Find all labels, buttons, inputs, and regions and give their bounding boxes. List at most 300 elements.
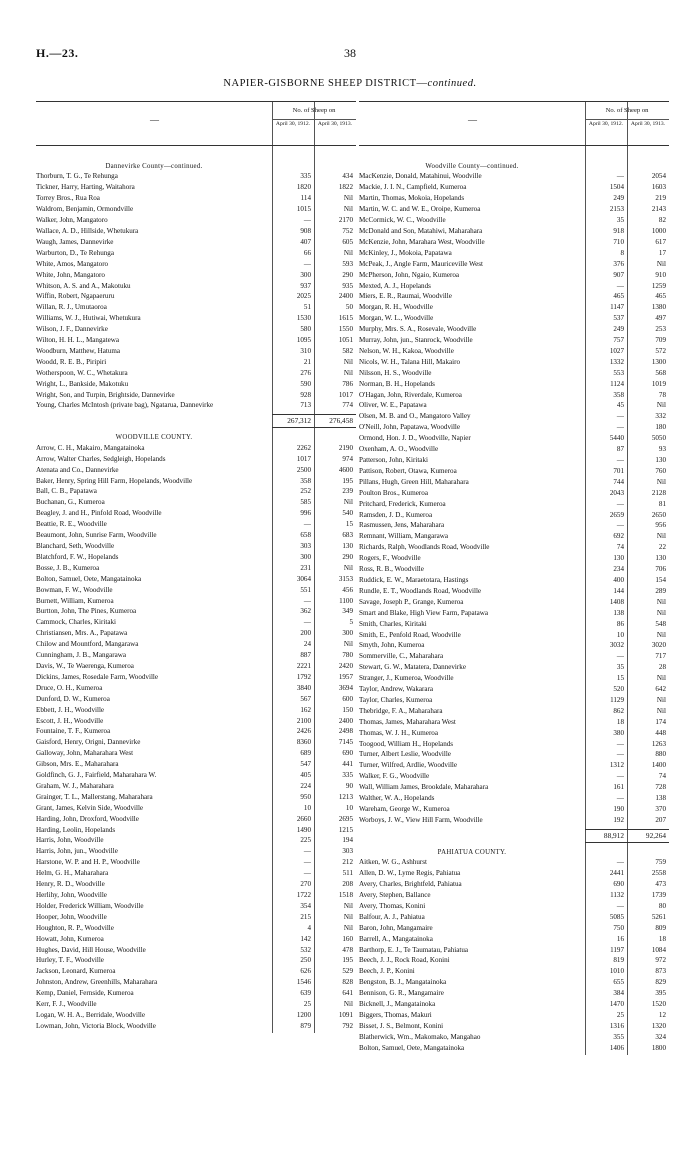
- sheep-1912: 380: [613, 728, 624, 737]
- sheep-1913: 289: [655, 586, 666, 595]
- sheep-1912: —: [303, 596, 311, 605]
- sheep-1912: 2221: [296, 661, 311, 670]
- sheep-1913: 2128: [651, 488, 666, 497]
- table-row: [359, 205, 669, 216]
- sheep-1912: 1095: [296, 336, 311, 345]
- owner-name: Morgan, W. L., Woodville: [359, 314, 434, 323]
- table-row: [359, 314, 669, 325]
- sheep-1912: —: [616, 412, 624, 421]
- sheep-1913: 130: [342, 542, 353, 550]
- table-row: [36, 967, 356, 978]
- sheep-1913: 130: [655, 554, 666, 563]
- sheep-1913: 138: [655, 794, 666, 803]
- sheep-1912: 1197: [610, 945, 624, 954]
- owner-name: Turner, Albert Leslie, Woodville: [359, 750, 451, 759]
- sheep-1912: 66: [303, 248, 311, 257]
- owner-name: Young, Charles McIntosh (private bag), Ngatarua, Dannevirke: [36, 401, 214, 410]
- sheep-1912: 1015: [296, 205, 311, 214]
- sheep-1913: 1400: [651, 761, 666, 770]
- sheep-1912: 819: [613, 956, 624, 965]
- owner-name: Blatchford, F. W., Hopelands: [36, 552, 119, 561]
- sheep-1913: Nil: [656, 630, 666, 639]
- sheep-1913: 709: [655, 336, 666, 345]
- table-row: [359, 543, 669, 554]
- owner-name: Chilow and Mountford, Mangarawa: [36, 640, 139, 649]
- sheep-1913: 2400: [338, 716, 353, 725]
- sheep-1912: 996: [300, 509, 311, 518]
- owner-name: Avery, Thomas, Konini: [359, 901, 426, 910]
- sheep-1913: 1800: [651, 1043, 666, 1052]
- sheep-1913: Nil: [656, 706, 666, 715]
- owner-name: Martin, W. C. and W. E., Oroipe, Kumeroa: [359, 205, 481, 214]
- sheep-1913: 605: [342, 237, 353, 246]
- owner-name: Rogers, F., Woodville: [359, 554, 421, 563]
- table-row: [36, 1011, 356, 1022]
- sheep-1913: 2054: [651, 172, 666, 181]
- owner-name: Allen, D. W., Lyme Regis, Pahiatua: [359, 869, 461, 878]
- owner-name: Walther, W. A., Hopelands: [359, 794, 435, 803]
- document-reference: H.—23.: [36, 46, 79, 60]
- sheep-1912: 249: [613, 194, 624, 203]
- table-row: [36, 607, 356, 618]
- page-number: 38: [344, 46, 356, 60]
- sheep-1913: 335: [342, 771, 353, 780]
- sheep-1913: 1100: [339, 596, 353, 605]
- owner-name: Wright, L., Bankside, Makotuku: [36, 379, 129, 388]
- sheep-1913: 332: [655, 412, 666, 421]
- sheep-1913: 10: [345, 803, 353, 812]
- sheep-1912: 252: [300, 487, 311, 496]
- sheep-1913: 456: [342, 585, 353, 594]
- right-table-body: [359, 146, 669, 1055]
- owner-name: Helm, G. H., Maharahara: [36, 869, 109, 878]
- table-row: [36, 902, 356, 913]
- sheep-1913: Nil: [343, 498, 353, 507]
- sheep-1912: —: [616, 901, 624, 910]
- sheep-1912: 2043: [609, 488, 624, 497]
- sheep-1913: 1550: [338, 325, 353, 334]
- owner-name: McPherson, John, Ngaio, Kumeroa: [359, 270, 460, 279]
- sheep-1912: 10: [303, 803, 311, 812]
- owner-name: Ebbett, J. H., Woodville: [36, 705, 105, 714]
- sheep-1912: —: [616, 858, 624, 867]
- sheep-1912: 757: [613, 336, 624, 345]
- owner-name: McCormick, W. C., Woodville: [359, 216, 446, 225]
- owner-name: Barthorp, E. J., Te Taumatau, Pahiatua: [359, 945, 469, 954]
- table-row: [359, 532, 669, 543]
- sheep-1912: 862: [613, 706, 624, 715]
- sheep-1913: 1520: [651, 1000, 666, 1009]
- total-rule: [585, 829, 669, 830]
- sheep-1912: 25: [616, 1010, 624, 1019]
- owner-name: Taylor, Charles, Kumeroa: [359, 695, 433, 704]
- sheep-1912: —: [616, 652, 624, 661]
- table-row: [36, 487, 356, 498]
- owner-name: Wotherspoon, W. C., Whetakura: [36, 368, 128, 377]
- total-rule: [272, 427, 356, 428]
- sheep-1912: 16: [616, 934, 624, 943]
- sheep-1913: Nil: [343, 563, 353, 572]
- owner-name: Poulton Bros., Kumeroa: [359, 488, 428, 497]
- table-row: [36, 205, 356, 216]
- sheep-1913: 760: [655, 466, 666, 475]
- sheep-1913: 972: [655, 956, 666, 965]
- sheep-1913: 130: [655, 456, 666, 465]
- owner-name: Herlihy, John, Woodville: [36, 891, 107, 899]
- sheep-1912: 580: [300, 325, 311, 334]
- table-row: [36, 227, 356, 238]
- left-table: [36, 101, 356, 1033]
- owner-name: Waldrom, Benjamin, Ormondville: [36, 205, 134, 214]
- owner-name: Smith, E., Penfold Road, Woodville: [359, 630, 461, 639]
- sheep-1912: 937: [300, 281, 311, 290]
- sheep-1912: 1027: [609, 346, 624, 355]
- owner-name: White, Amos, Mangatoro: [36, 259, 109, 268]
- table-row: [359, 347, 669, 358]
- sheep-1913: 78: [658, 390, 666, 399]
- owner-name: Walker, John, Mangatoro: [36, 216, 108, 225]
- owner-name: Druce, O. H., Kumeroa: [36, 683, 103, 692]
- table-row: [359, 696, 669, 707]
- owner-name: Toogood, William H., Hopelands: [359, 739, 454, 748]
- owner-name: Baron, John, Mangamaire: [359, 923, 433, 932]
- table-row: [359, 1000, 669, 1011]
- table-row: [359, 401, 669, 412]
- sheep-1913: 582: [342, 346, 353, 355]
- section-total: [359, 829, 669, 843]
- table-row: [359, 303, 669, 314]
- table-row: [359, 869, 669, 880]
- sheep-1912: 655: [613, 978, 624, 987]
- table-row: [359, 271, 669, 282]
- sheep-1912: 553: [613, 368, 624, 377]
- sheep-1913: 792: [342, 1021, 353, 1030]
- owner-name: Pillans, Hugh, Green Hill, Maharahara: [359, 477, 469, 486]
- sheep-1913: 17: [658, 248, 666, 257]
- table-row: [36, 282, 356, 293]
- sheep-1912: —: [303, 520, 311, 529]
- sheep-1913: 478: [342, 945, 353, 954]
- sheep-1913: 809: [655, 923, 666, 932]
- sheep-1913: 3020: [651, 641, 666, 650]
- sheep-1912: —: [616, 521, 624, 530]
- sheep-1912: 2659: [609, 510, 624, 519]
- table-row: [359, 978, 669, 989]
- sheep-1913: 774: [342, 401, 353, 410]
- table-row: [36, 782, 356, 793]
- owner-name: Warburton, D., Te Rehunga: [36, 248, 114, 257]
- sheep-1912: 400: [613, 575, 624, 584]
- table-row: [36, 564, 356, 575]
- table-row: [36, 793, 356, 804]
- sheep-1912: 537: [613, 314, 624, 323]
- sheep-1913: 18: [658, 934, 666, 943]
- table-row: [359, 858, 669, 869]
- table-row: [36, 380, 356, 391]
- owner-name: Mackie, J. I. N., Campfield, Kumeroa: [359, 183, 467, 192]
- table-row: [359, 718, 669, 729]
- sheep-1912: 225: [300, 836, 311, 845]
- sheep-1913: 1320: [651, 1021, 666, 1030]
- column-rule: [627, 102, 628, 145]
- sheep-1912: —: [303, 618, 311, 627]
- table-row: [359, 423, 669, 434]
- owner-name: Savage, Joseph P., Grange, Kumeroa: [359, 597, 464, 606]
- sheep-1913: 1263: [651, 739, 666, 748]
- owner-name: Thorburn, T. G., Te Rehunga: [36, 172, 118, 181]
- table-row: [36, 946, 356, 957]
- sheep-1912: 585: [300, 498, 311, 507]
- owner-name: Cunningham, J. B., Mangarawa: [36, 651, 127, 660]
- owner-name: Christiansen, Mrs. A., Papatawa: [36, 629, 128, 638]
- sheep-1913: 239: [342, 487, 353, 496]
- sheep-1912: 376: [613, 259, 624, 268]
- sheep-1912: 1132: [610, 891, 624, 899]
- table-row: [359, 674, 669, 685]
- table-row: [36, 684, 356, 695]
- table-row: [359, 1044, 669, 1055]
- sheep-1912: 276: [300, 368, 311, 377]
- sheep-1913: Nil: [343, 901, 353, 910]
- table-row: [359, 685, 669, 696]
- owner-name: Dickins, James, Rosedale Farm, Woodville: [36, 672, 159, 681]
- sheep-1912: 2100: [296, 716, 311, 725]
- sheep-1912: 114: [300, 194, 311, 203]
- sheep-1912: 161: [613, 783, 624, 792]
- sheep-1912: 750: [613, 923, 624, 932]
- owner-name: Biggers, Thomas, Makuri: [359, 1010, 432, 1019]
- sheep-1913: 300: [342, 629, 353, 638]
- sheep-1912: 1490: [296, 825, 311, 834]
- table-row: [359, 227, 669, 238]
- sheep-1912: 200: [300, 629, 311, 638]
- table-row: [359, 292, 669, 303]
- sheep-1912: 1504: [609, 183, 624, 192]
- total-rule: [585, 842, 669, 843]
- sheep-1912: 358: [613, 390, 624, 399]
- sheep-1912: 690: [613, 880, 624, 889]
- table-row: [359, 194, 669, 205]
- sheep-1913: Nil: [656, 477, 666, 486]
- sheep-1913: 2650: [651, 510, 666, 519]
- sheep-1912: 1530: [296, 314, 311, 323]
- table-row: [36, 466, 356, 477]
- sheep-1912: —: [616, 750, 624, 759]
- sheep-1913: 600: [342, 694, 353, 703]
- sheep-1912: 626: [300, 967, 311, 976]
- sheep-1912: 1792: [296, 672, 311, 681]
- table-row: [359, 260, 669, 271]
- sheep-1912: 335: [300, 172, 311, 181]
- sheep-1912: 35: [616, 216, 624, 225]
- owner-name: Pattison, Robert, Otawa, Kumeroa: [359, 466, 457, 475]
- sheep-1913: 593: [342, 259, 353, 268]
- sheep-1913: 497: [655, 314, 666, 323]
- sheep-1913: 290: [342, 552, 353, 561]
- sheep-1912: 2153: [609, 205, 624, 214]
- sheep-1912: 532: [300, 945, 311, 954]
- sheep-1913: 3694: [338, 683, 353, 692]
- owner-name: Patterson, John, Kiritaki: [359, 456, 428, 465]
- table-row: [359, 336, 669, 347]
- owner-name: Arrow, Walter Charles, Sedgleigh, Hopelands: [36, 454, 166, 463]
- sheep-1913: 529: [342, 967, 353, 976]
- table-row: [36, 509, 356, 520]
- table-row: [359, 554, 669, 565]
- table-row: [36, 531, 356, 542]
- owner-name: Thomas, W. J. H., Kumeroa: [359, 728, 439, 737]
- table-row: [359, 652, 669, 663]
- table-row: [359, 489, 669, 500]
- owner-name: Nicols, W. H., Talana Hill, Makairo: [359, 357, 461, 366]
- sheep-1913: 1380: [651, 303, 666, 312]
- sheep-1912: 234: [613, 565, 624, 574]
- sheep-1912: 407: [300, 237, 311, 246]
- owner-name: Bolton, Samuel, Oete, Mangatainoka: [359, 1043, 465, 1052]
- owner-name: Bisset, J. S., Belmont, Konini: [359, 1021, 444, 1030]
- sheep-1912: —: [303, 869, 311, 878]
- sheep-1913: Nil: [656, 695, 666, 704]
- right-table-header: [359, 101, 669, 146]
- owner-name: Beech, J. P., Konini: [359, 967, 415, 976]
- sheep-1913: 74: [658, 772, 666, 781]
- owner-name: Smith, Charles, Kiritaki: [359, 619, 427, 628]
- sheep-1913: 290: [342, 270, 353, 279]
- owner-name: Wilton, H. H. L., Mangatewa: [36, 336, 120, 345]
- table-row: [36, 455, 356, 466]
- sheep-1912: 355: [613, 1032, 624, 1041]
- table-row: [36, 858, 356, 869]
- sheep-1912: 74: [616, 543, 624, 552]
- owner-name: Graham, W. J., Maharahara: [36, 781, 114, 790]
- total-1913: 276,458: [329, 416, 353, 426]
- owner-name: Aitken, W. G., Ashhurst: [359, 858, 427, 867]
- sheep-1913: Nil: [656, 674, 666, 683]
- sheep-1912: 2025: [296, 292, 311, 301]
- section-heading: Dannevirke County—continued.: [105, 163, 203, 170]
- sheep-1913: 5050: [651, 434, 666, 443]
- sheep-1913: 5261: [651, 912, 666, 921]
- table-row: [36, 542, 356, 553]
- table-row: [359, 1022, 669, 1033]
- table-row: [359, 434, 669, 445]
- section-heading: PAHIATUA COUNTY.: [437, 848, 507, 856]
- table-row: [36, 978, 356, 989]
- sheep-1913: 2420: [338, 661, 353, 670]
- table-row: [36, 956, 356, 967]
- table-row: [36, 238, 356, 249]
- sheep-1912: 162: [300, 705, 311, 714]
- table-row: [36, 847, 356, 858]
- table-row: [359, 740, 669, 751]
- owner-name: Harding, John, Droxford, Woodville: [36, 814, 139, 823]
- owner-name: Remnant, William, Mangarawa: [359, 532, 449, 541]
- sheep-1913: 2143: [651, 205, 666, 214]
- total-1913: 92,264: [645, 830, 666, 840]
- table-row: [359, 380, 669, 391]
- column-rule: [585, 102, 586, 145]
- sheep-1912: 1312: [609, 761, 624, 770]
- owner-name: Jackson, Leonard, Kumeroa: [36, 967, 116, 976]
- sheep-1913: Nil: [343, 1000, 353, 1009]
- table-row: [359, 1033, 669, 1044]
- sheep-1912: 744: [613, 477, 624, 486]
- sheep-1913: 548: [655, 619, 666, 628]
- owner-name: Lowman, John, Victoria Block, Woodville: [36, 1021, 156, 1030]
- sheep-1913: 706: [655, 565, 666, 574]
- owner-name: McKinley, J., Mokoia, Papatawa: [359, 248, 452, 257]
- total-1912: 267,312: [287, 416, 311, 426]
- table-row: [36, 738, 356, 749]
- sheep-1913: 81: [658, 499, 666, 508]
- left-table-body: [36, 146, 356, 1033]
- table-row: [36, 891, 356, 902]
- sheep-1913: Nil: [656, 608, 666, 617]
- sheep-1913: 1213: [338, 792, 353, 801]
- sheep-1913: 641: [342, 989, 353, 998]
- owner-name: Turner, Wilfred, Ardlie, Woodville: [359, 761, 458, 770]
- sheep-1912: —: [616, 281, 624, 290]
- sheep-1912: 3064: [296, 574, 311, 583]
- table-row: [359, 902, 669, 913]
- table-row: [359, 816, 669, 827]
- owner-name: Smyth, John, Kumeroa: [359, 641, 425, 650]
- sheep-1912: 3840: [296, 683, 311, 692]
- owner-name: Ross, R. B., Woodville: [359, 565, 424, 574]
- sheep-1912: 21: [303, 357, 311, 366]
- sheep-1912: 1129: [610, 695, 624, 704]
- owner-name: Norman, B. H., Hopelands: [359, 379, 435, 388]
- sheep-1912: 190: [613, 805, 624, 814]
- owner-name: Wall, William James, Brookdale, Maharahara: [359, 783, 489, 792]
- sheep-1912: 551: [300, 585, 311, 594]
- table-row: [36, 586, 356, 597]
- sheep-1912: 8: [620, 248, 624, 257]
- sheep-1913: 2498: [338, 727, 353, 736]
- owner-name: Blatherwick, Wm., Makomako, Mangahao: [359, 1032, 481, 1041]
- sheep-1913: 349: [342, 607, 353, 616]
- owner-name: Cammock, Charles, Kiritaki: [36, 618, 116, 627]
- owner-name: Oxenham, A. O., Woodville: [359, 445, 439, 454]
- table-row: [36, 749, 356, 760]
- owner-name: Logan, W. H. A., Berridale, Woodville: [36, 1010, 146, 1019]
- owner-name: Walker, F. G., Woodville: [359, 772, 430, 781]
- table-row: [359, 935, 669, 946]
- column-rule: [272, 102, 273, 145]
- sheep-1912: 1406: [609, 1043, 624, 1052]
- section-heading: Woodville County—continued.: [425, 163, 519, 170]
- table-row: [36, 629, 356, 640]
- owner-name: Olsen, M. B. and O., Mangatoro Valley: [359, 412, 471, 421]
- owner-name: Holder, Frederick William, Woodville: [36, 901, 144, 910]
- sheep-1913: 212: [342, 858, 353, 867]
- table-row: [36, 314, 356, 325]
- sheep-1913: 1051: [338, 336, 353, 345]
- owner-name: MacKenzie, Donald, Matahinui, Woodville: [359, 172, 482, 181]
- table-row: [359, 445, 669, 456]
- sheep-1913: 12: [658, 1010, 666, 1019]
- header-dash: —: [468, 115, 477, 125]
- owner-name: Escott, J. H., Woodville: [36, 716, 104, 725]
- table-row: [36, 989, 356, 1000]
- owner-name: McDonald and Son, Matahiwi, Maharahara: [359, 226, 483, 235]
- table-row: [36, 924, 356, 935]
- owner-name: Beagley, J. and H., Pinfold Road, Woodville: [36, 509, 162, 518]
- owner-name: Torrey Bros., Rua Roa: [36, 194, 100, 203]
- sheep-1913: 448: [655, 728, 666, 737]
- table-row: [359, 946, 669, 957]
- sheep-1913: 1615: [338, 314, 353, 323]
